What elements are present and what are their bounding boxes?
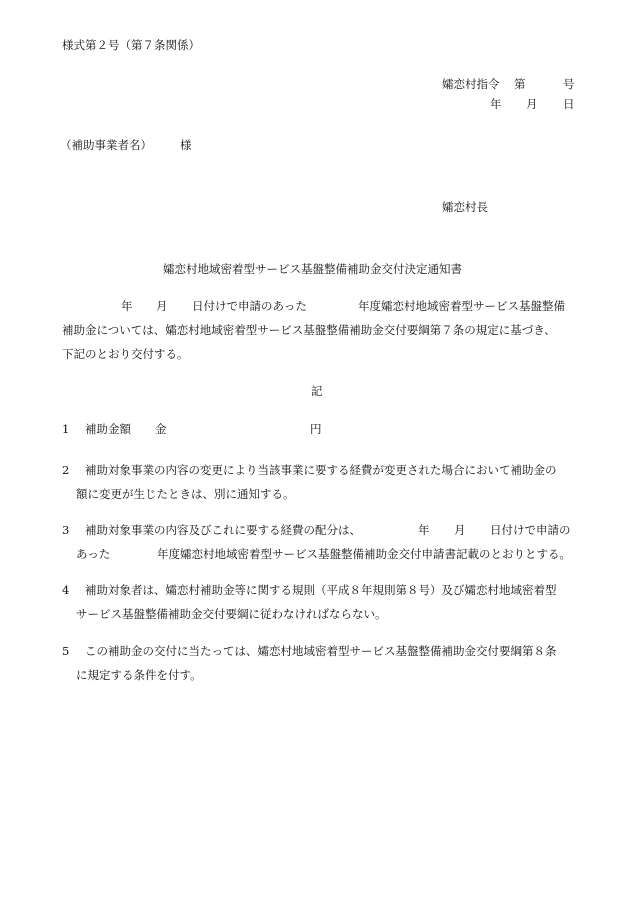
document-title: 孀恋村地域密着型サービス基盤整備補助金交付決定通知書 (163, 262, 462, 276)
item1-label: 補助金額 (85, 422, 131, 436)
date-month: 月 (526, 97, 538, 111)
item-number: 4 (62, 583, 70, 597)
item3-line1-tail: 日付けで申請の (490, 523, 571, 537)
body-year: 年 (121, 299, 133, 313)
item1-kin: 金 (155, 422, 167, 436)
body-date-applied: 日付けで申請のあった (192, 299, 307, 313)
date-year: 年 (490, 97, 502, 111)
issuer-name: 孀恋村長 (442, 200, 488, 214)
item4-line1: 補助対象者は、孀恋村補助金等に関する規則（平成８年規則第８号）及び孀恋村地域密着型 (85, 583, 557, 597)
addressee-honorific: 様 (180, 138, 192, 152)
item3-month: 月 (454, 523, 466, 537)
item2-line1: 補助対象事業の内容の変更により当該事業に要する経費が変更された場合において補助金の (85, 463, 557, 477)
addressee-name-label: （補助事業者名） (60, 138, 152, 152)
body-line2: 補助金については、孀恋村地域密着型サービス基盤整備補助金交付要綱第７条の規定に基づき、 (62, 323, 556, 337)
date-day: 日 (563, 97, 575, 111)
item-number: 1 (62, 422, 70, 436)
ref-dai: 第 (514, 77, 526, 91)
item-number: 5 (62, 644, 70, 658)
item-number: 3 (62, 523, 70, 537)
item3-line1-head: 補助対象事業の内容及びこれに要する経費の配分は、 (85, 523, 361, 537)
item4-line2: サービス基盤整備補助金交付要綱に従わなければならない。 (76, 607, 387, 621)
item2-line2: 額に変更が生じたときは、別に通知する。 (76, 487, 295, 501)
ref-prefix: 孀恋村指令 (442, 77, 500, 91)
item5-line2: に規定する条件を付す。 (76, 668, 202, 682)
item1-yen: 円 (310, 422, 322, 436)
form-number: 様式第２号（第７条関係） (62, 38, 200, 52)
body-month: 月 (156, 299, 168, 313)
body-line3: 下記のとおり交付する。 (62, 347, 189, 361)
ref-go: 号 (563, 77, 575, 91)
item5-line1: この補助金の交付に当たっては、孀恋村地域密着型サービス基盤整備補助金交付要綱第８条 (85, 644, 557, 658)
item-number: 2 (62, 463, 70, 477)
ki-notation: 記 (311, 384, 323, 398)
item3-line2-tail: 年度孀恋村地域密着型サービス基盤整備補助金交付申請書記載のとおりとする。 (157, 547, 571, 561)
item3-line2-head: あった (76, 547, 111, 561)
body-line1-tail: 年度孀恋村地域密着型サービス基盤整備 (358, 299, 565, 313)
item3-year: 年 (418, 523, 430, 537)
